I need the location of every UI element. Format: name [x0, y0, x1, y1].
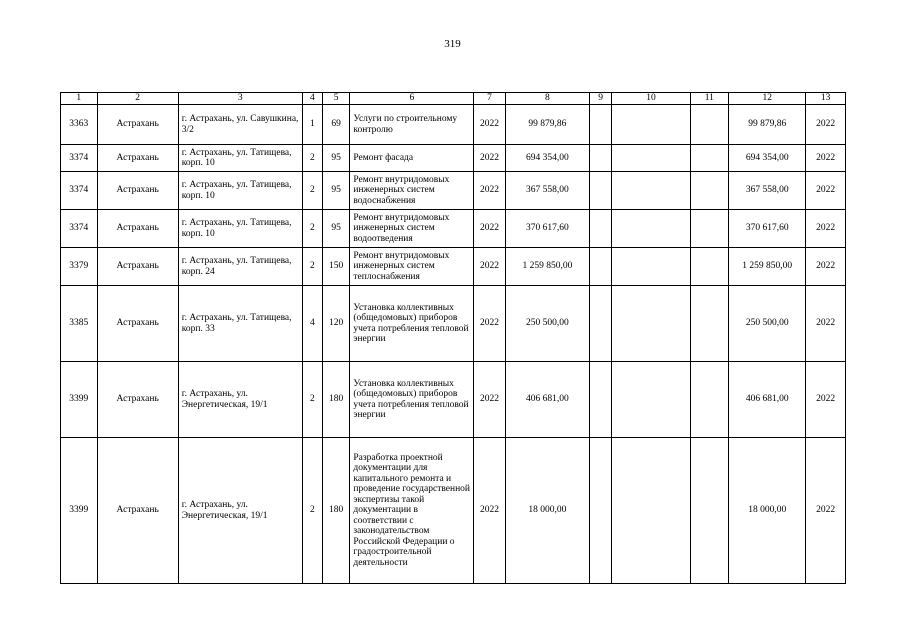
table-row: [61, 145, 846, 172]
address-cell: г. Астрахань, ул. Татищева, корп. 10: [178, 172, 302, 210]
year-start-cell: 2022: [474, 145, 505, 172]
floors-cell: 4: [302, 286, 322, 362]
total-cost-cell: 18 000,00: [729, 438, 806, 584]
work-type-cell: Ремонт внутридомовых инженерных систем водоотведения: [350, 210, 474, 248]
total-cost-cell: 406 681,00: [729, 362, 806, 438]
floors-cell: 1: [302, 105, 322, 145]
object-id-cell: 3374: [61, 210, 98, 248]
col-11-cell: [690, 105, 729, 145]
year-end-cell: 2022: [806, 362, 846, 438]
area-cell: 150: [322, 248, 349, 286]
total-cost-cell: 370 617,60: [729, 210, 806, 248]
column-header: 4: [302, 93, 322, 105]
area-cell: 180: [322, 362, 349, 438]
cost-cell: 370 617,60: [505, 210, 589, 248]
capital-repair-table: [60, 92, 846, 584]
col-11-cell: [690, 210, 729, 248]
col-11-cell: [690, 286, 729, 362]
col-11-cell: [690, 362, 729, 438]
col-9-cell: [590, 145, 612, 172]
floors-cell: 2: [302, 362, 322, 438]
total-cost-cell: 1 259 850,00: [729, 248, 806, 286]
city-cell: Астрахань: [97, 438, 178, 584]
object-id-cell: 3363: [61, 105, 98, 145]
table-row: [61, 105, 846, 145]
col-10-cell: [612, 286, 690, 362]
total-cost-cell: 99 879,86: [729, 105, 806, 145]
floors-cell: 2: [302, 172, 322, 210]
col-11-cell: [690, 438, 729, 584]
cost-cell: 1 259 850,00: [505, 248, 589, 286]
object-id-cell: 3385: [61, 286, 98, 362]
year-start-cell: 2022: [474, 362, 505, 438]
column-header: 13: [806, 93, 846, 105]
floors-cell: 2: [302, 210, 322, 248]
col-10-cell: [612, 105, 690, 145]
col-11-cell: [690, 248, 729, 286]
city-cell: Астрахань: [97, 362, 178, 438]
work-type-cell: Разработка проектной документации для капитального ремонта и проведение государственной экспертизы такой документации в соответствии с законодательством Российской Федерации о градостроительной деятельности: [350, 438, 474, 584]
cost-cell: 18 000,00: [505, 438, 589, 584]
table-row: [61, 286, 846, 362]
year-end-cell: 2022: [806, 105, 846, 145]
address-cell: г. Астрахань, ул. Татищева, корп. 33: [178, 286, 302, 362]
object-id-cell: 3399: [61, 362, 98, 438]
table-row: [61, 248, 846, 286]
col-10-cell: [612, 210, 690, 248]
col-11-cell: [690, 172, 729, 210]
address-cell: г. Астрахань, ул. Татищева, корп. 10: [178, 145, 302, 172]
work-type-cell: Ремонт внутридомовых инженерных систем водоснабжения: [350, 172, 474, 210]
object-id-cell: 3379: [61, 248, 98, 286]
cost-cell: 99 879,86: [505, 105, 589, 145]
address-cell: г. Астрахань, ул. Энергетическая, 19/1: [178, 438, 302, 584]
area-cell: 69: [322, 105, 349, 145]
work-type-cell: Услуги по строительному контролю: [350, 105, 474, 145]
column-header: 5: [322, 93, 349, 105]
address-cell: г. Астрахань, ул. Татищева, корп. 24: [178, 248, 302, 286]
year-start-cell: 2022: [474, 210, 505, 248]
city-cell: Астрахань: [97, 286, 178, 362]
year-end-cell: 2022: [806, 286, 846, 362]
year-start-cell: 2022: [474, 438, 505, 584]
year-end-cell: 2022: [806, 438, 846, 584]
city-cell: Астрахань: [97, 105, 178, 145]
col-9-cell: [590, 172, 612, 210]
col-9-cell: [590, 105, 612, 145]
object-id-cell: 3374: [61, 145, 98, 172]
column-header: 8: [505, 93, 589, 105]
column-header: 10: [612, 93, 690, 105]
col-10-cell: [612, 438, 690, 584]
column-header: 7: [474, 93, 505, 105]
total-cost-cell: 250 500,00: [729, 286, 806, 362]
cost-cell: 406 681,00: [505, 362, 589, 438]
col-9-cell: [590, 362, 612, 438]
column-header: 2: [97, 93, 178, 105]
column-header: 12: [729, 93, 806, 105]
col-9-cell: [590, 210, 612, 248]
area-cell: 95: [322, 210, 349, 248]
col-10-cell: [612, 248, 690, 286]
cost-cell: 367 558,00: [505, 172, 589, 210]
column-header: 1: [61, 93, 98, 105]
year-end-cell: 2022: [806, 145, 846, 172]
floors-cell: 2: [302, 145, 322, 172]
year-end-cell: 2022: [806, 210, 846, 248]
year-end-cell: 2022: [806, 248, 846, 286]
table-row: [61, 362, 846, 438]
area-cell: 180: [322, 438, 349, 584]
work-type-cell: Установка коллективных (общедомовых) приборов учета потребления тепловой энергии: [350, 286, 474, 362]
cost-cell: 250 500,00: [505, 286, 589, 362]
column-header: 11: [690, 93, 729, 105]
city-cell: Астрахань: [97, 172, 178, 210]
page-number: 319: [444, 38, 461, 50]
col-9-cell: [590, 438, 612, 584]
column-header: 3: [178, 93, 302, 105]
year-end-cell: 2022: [806, 172, 846, 210]
city-cell: Астрахань: [97, 248, 178, 286]
col-9-cell: [590, 286, 612, 362]
object-id-cell: 3399: [61, 438, 98, 584]
floors-cell: 2: [302, 248, 322, 286]
col-10-cell: [612, 172, 690, 210]
total-cost-cell: 367 558,00: [729, 172, 806, 210]
area-cell: 95: [322, 145, 349, 172]
header-row: [61, 93, 846, 105]
city-cell: Астрахань: [97, 145, 178, 172]
year-start-cell: 2022: [474, 248, 505, 286]
area-cell: 95: [322, 172, 349, 210]
col-9-cell: [590, 248, 612, 286]
col-10-cell: [612, 145, 690, 172]
total-cost-cell: 694 354,00: [729, 145, 806, 172]
work-type-cell: Ремонт фасада: [350, 145, 474, 172]
address-cell: г. Астрахань, ул. Татищева, корп. 10: [178, 210, 302, 248]
col-11-cell: [690, 145, 729, 172]
area-cell: 120: [322, 286, 349, 362]
col-10-cell: [612, 362, 690, 438]
table-row: [61, 438, 846, 584]
table-row: [61, 172, 846, 210]
floors-cell: 2: [302, 438, 322, 584]
year-start-cell: 2022: [474, 286, 505, 362]
city-cell: Астрахань: [97, 210, 178, 248]
work-type-cell: Установка коллективных (общедомовых) приборов учета потребления тепловой энергии: [350, 362, 474, 438]
work-type-cell: Ремонт внутридомовых инженерных систем теплоснабжения: [350, 248, 474, 286]
cost-cell: 694 354,00: [505, 145, 589, 172]
address-cell: г. Астрахань, ул. Савушкина, 3/2: [178, 105, 302, 145]
year-start-cell: 2022: [474, 172, 505, 210]
table-row: [61, 210, 846, 248]
object-id-cell: 3374: [61, 172, 98, 210]
column-header: 6: [350, 93, 474, 105]
address-cell: г. Астрахань, ул. Энергетическая, 19/1: [178, 362, 302, 438]
column-header: 9: [590, 93, 612, 105]
year-start-cell: 2022: [474, 105, 505, 145]
